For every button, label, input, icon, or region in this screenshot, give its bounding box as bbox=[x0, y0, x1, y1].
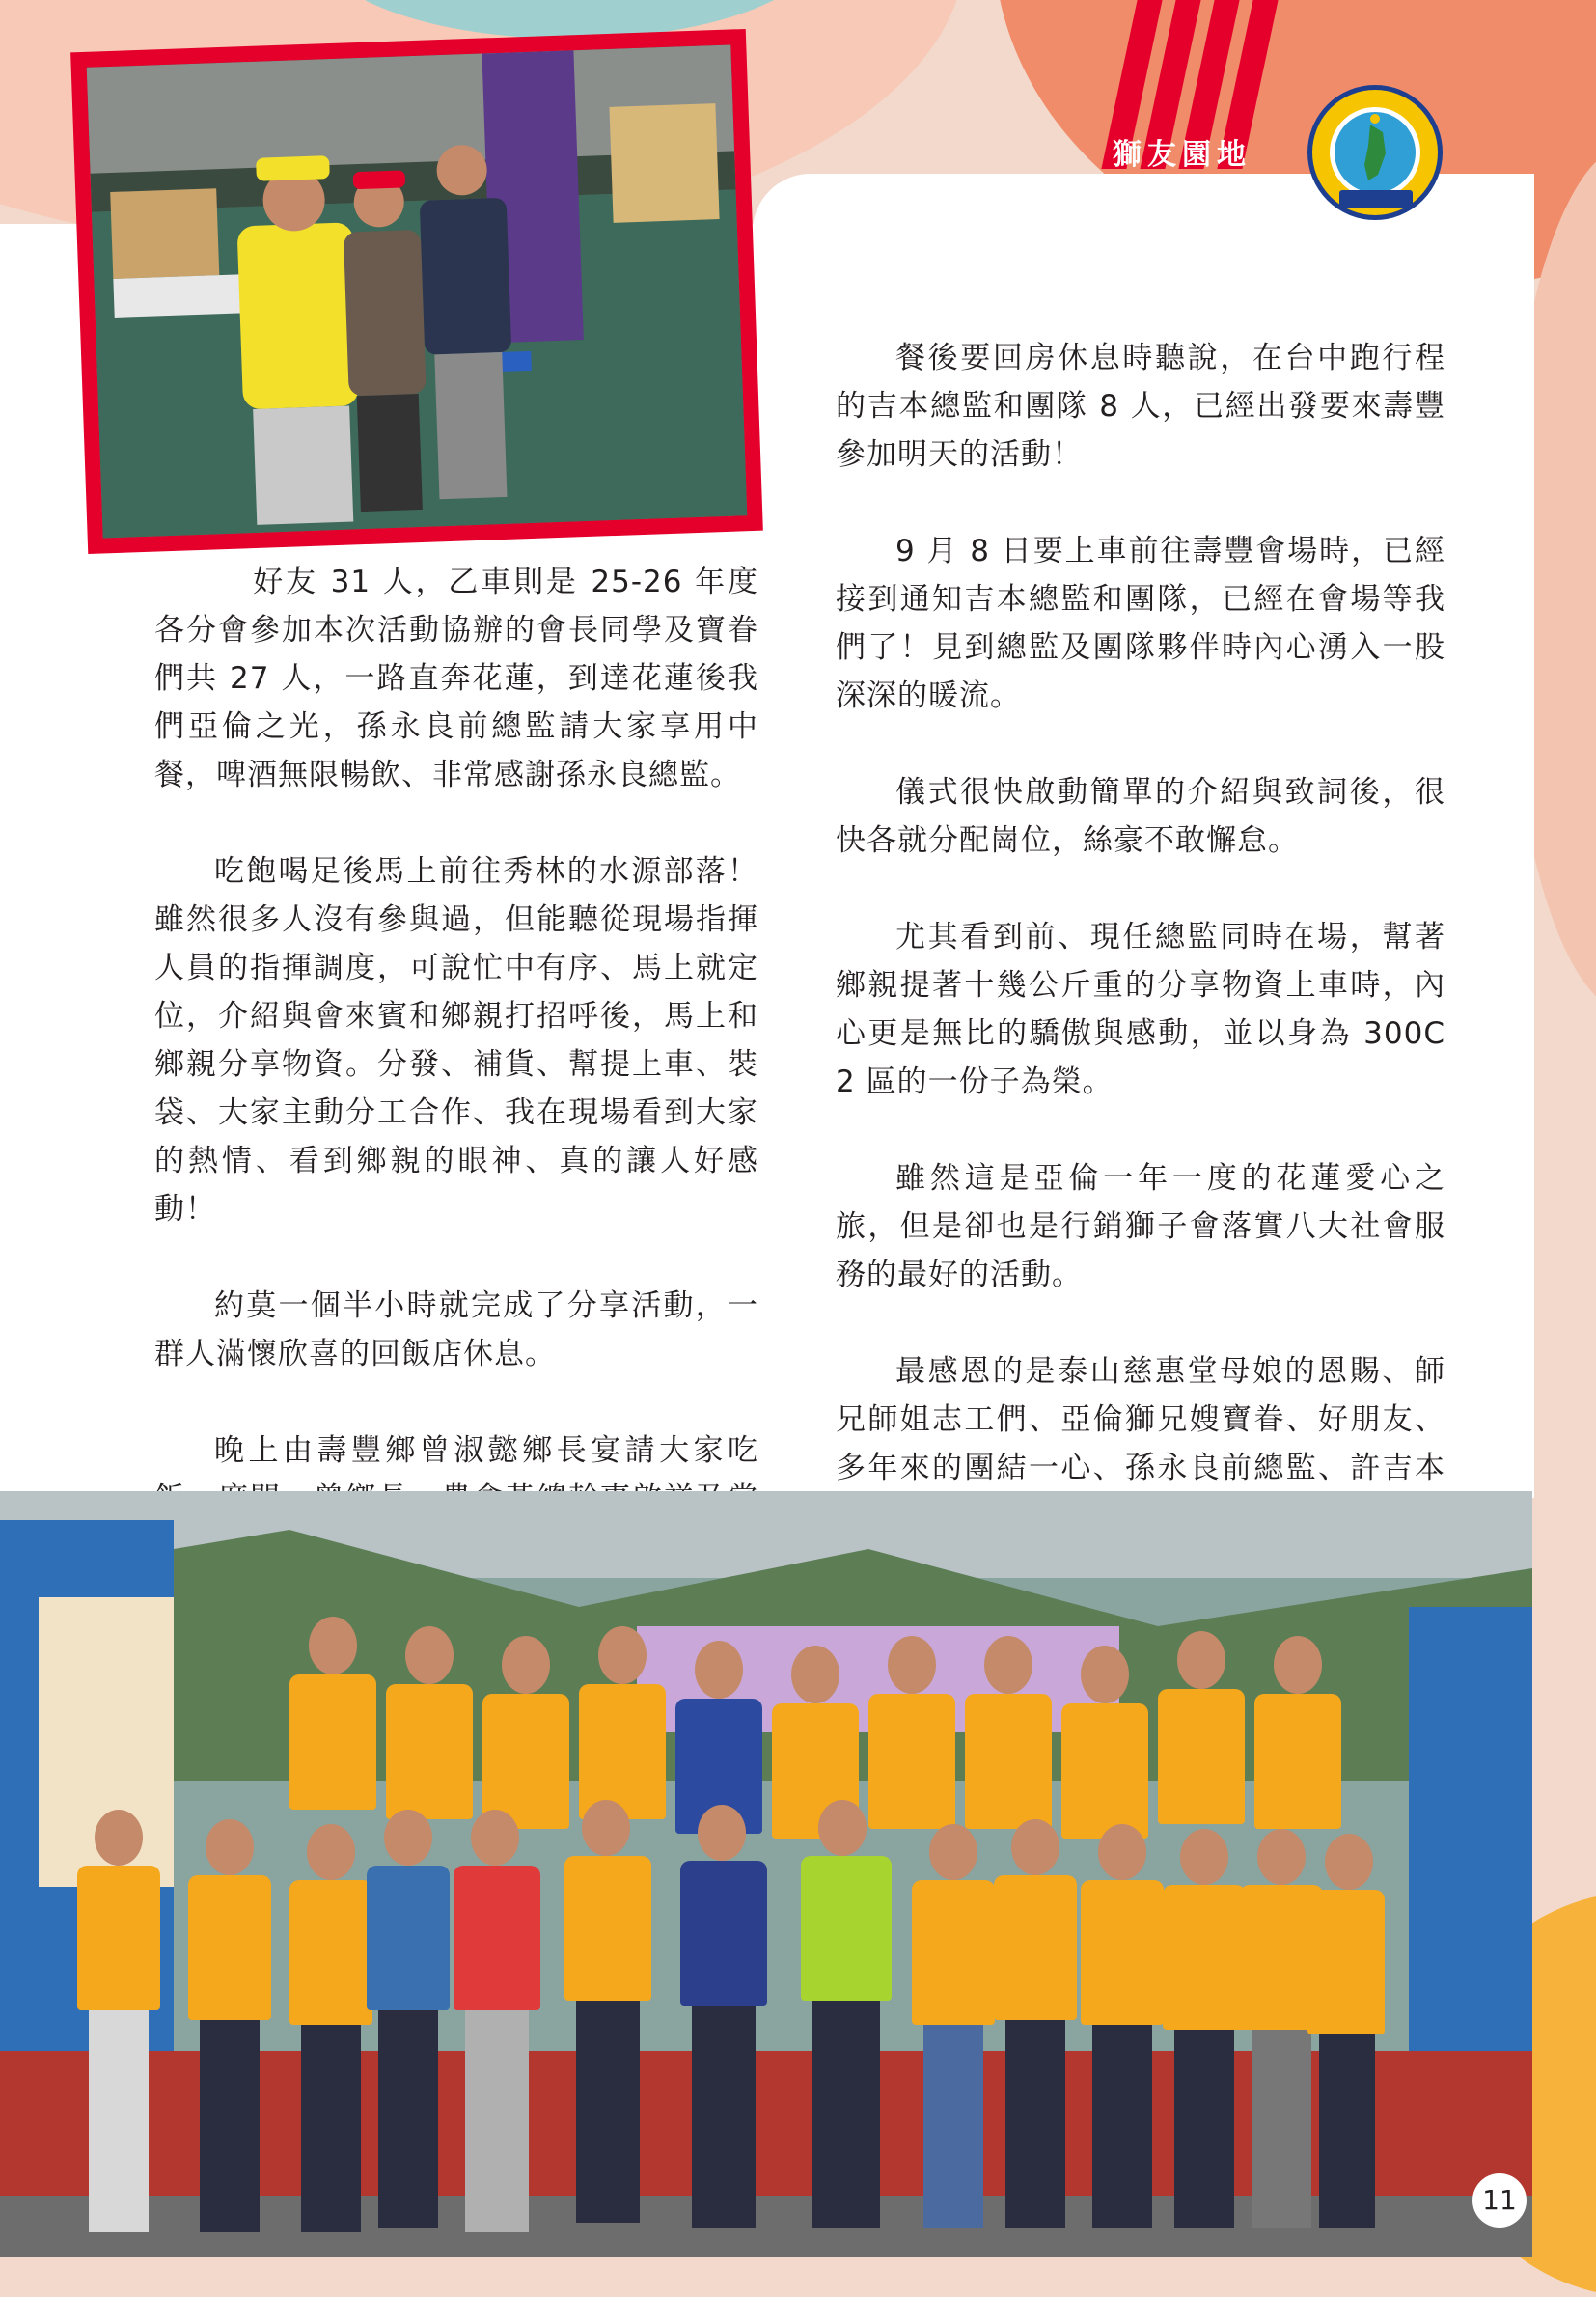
paragraph: 好友 31 人，乙車則是 25-26 年度各分會參加本次活動協辦的會長同學及寶眷們共 27 人，一路直奔花蓮，到達花蓮後我們亞倫之光，孫永良前總監請大家享用中餐，啤酒無限暢飲、非常感謝孫永良總監。 bbox=[154, 565, 758, 792]
paragraph: 餐後要回房休息時聽說，在台中跑行程的吉本總監和團隊 8 人，已經出發要來壽豐參加明天的活動！ bbox=[836, 341, 1445, 472]
page-number: 11 bbox=[1472, 2173, 1527, 2228]
paragraph: 約莫一個半小時就完成了分享活動，一群人滿懷欣喜的回飯店休息。 bbox=[154, 1288, 758, 1371]
group-photo bbox=[0, 1491, 1532, 2257]
paragraph: 9 月 8 日要上車前往壽豐會場時，已經接到通知吉本總監和團隊，已經在會場等我們了！見到總監及團隊夥伴時內心湧入一股深深的暖流。 bbox=[836, 534, 1445, 713]
paragraph: 吃飽喝足後馬上前往秀林的水源部落！雖然很多人沒有參與過，但能聽從現場指揮人員的指揮調度，可說忙中有序、馬上就定位，介紹與會來賓和鄉親打招呼後，馬上和鄉親分享物資。分發、補貨、幫提上車、裝袋、大家主動分工合作、我在現場看到大家的熱情、看到鄉親的眼神、真的讓人好感動！ bbox=[154, 854, 758, 1227]
section-title: 獅友園地 bbox=[1113, 138, 1252, 172]
paragraph: 雖然這是亞倫一年一度的花蓮愛心之旅，但是卻也是行銷獅子會落實八大社會服務的最好的活動。 bbox=[836, 1161, 1445, 1292]
paragraph: 最感恩的是泰山慈惠堂母娘的恩賜、師兄師姐志工們、亞倫獅兄嫂寶眷、好朋友、多年來的團結一心、孫永良前總監、許吉本 bbox=[836, 1354, 1445, 1485]
paragraph: 晚上由壽豐鄉曾淑懿鄉長宴請大家吃 bbox=[214, 1433, 758, 1468]
paragraph: 尤其看到前、現任總監同時在場，幫著鄉親提著十幾公斤重的分享物資上車時，內心更是無比的驕傲與感動，並以身為 300C 2 區的一份子為榮。 bbox=[836, 920, 1445, 1099]
lions-logo-icon bbox=[1307, 85, 1443, 220]
right-text-column bbox=[836, 334, 1445, 1685]
volunteers-photo bbox=[70, 29, 763, 554]
paragraph: 儀式很快啟動簡單的介紹與致詞後，很快各就分配崗位，絲豪不敢懈怠。 bbox=[836, 775, 1445, 858]
